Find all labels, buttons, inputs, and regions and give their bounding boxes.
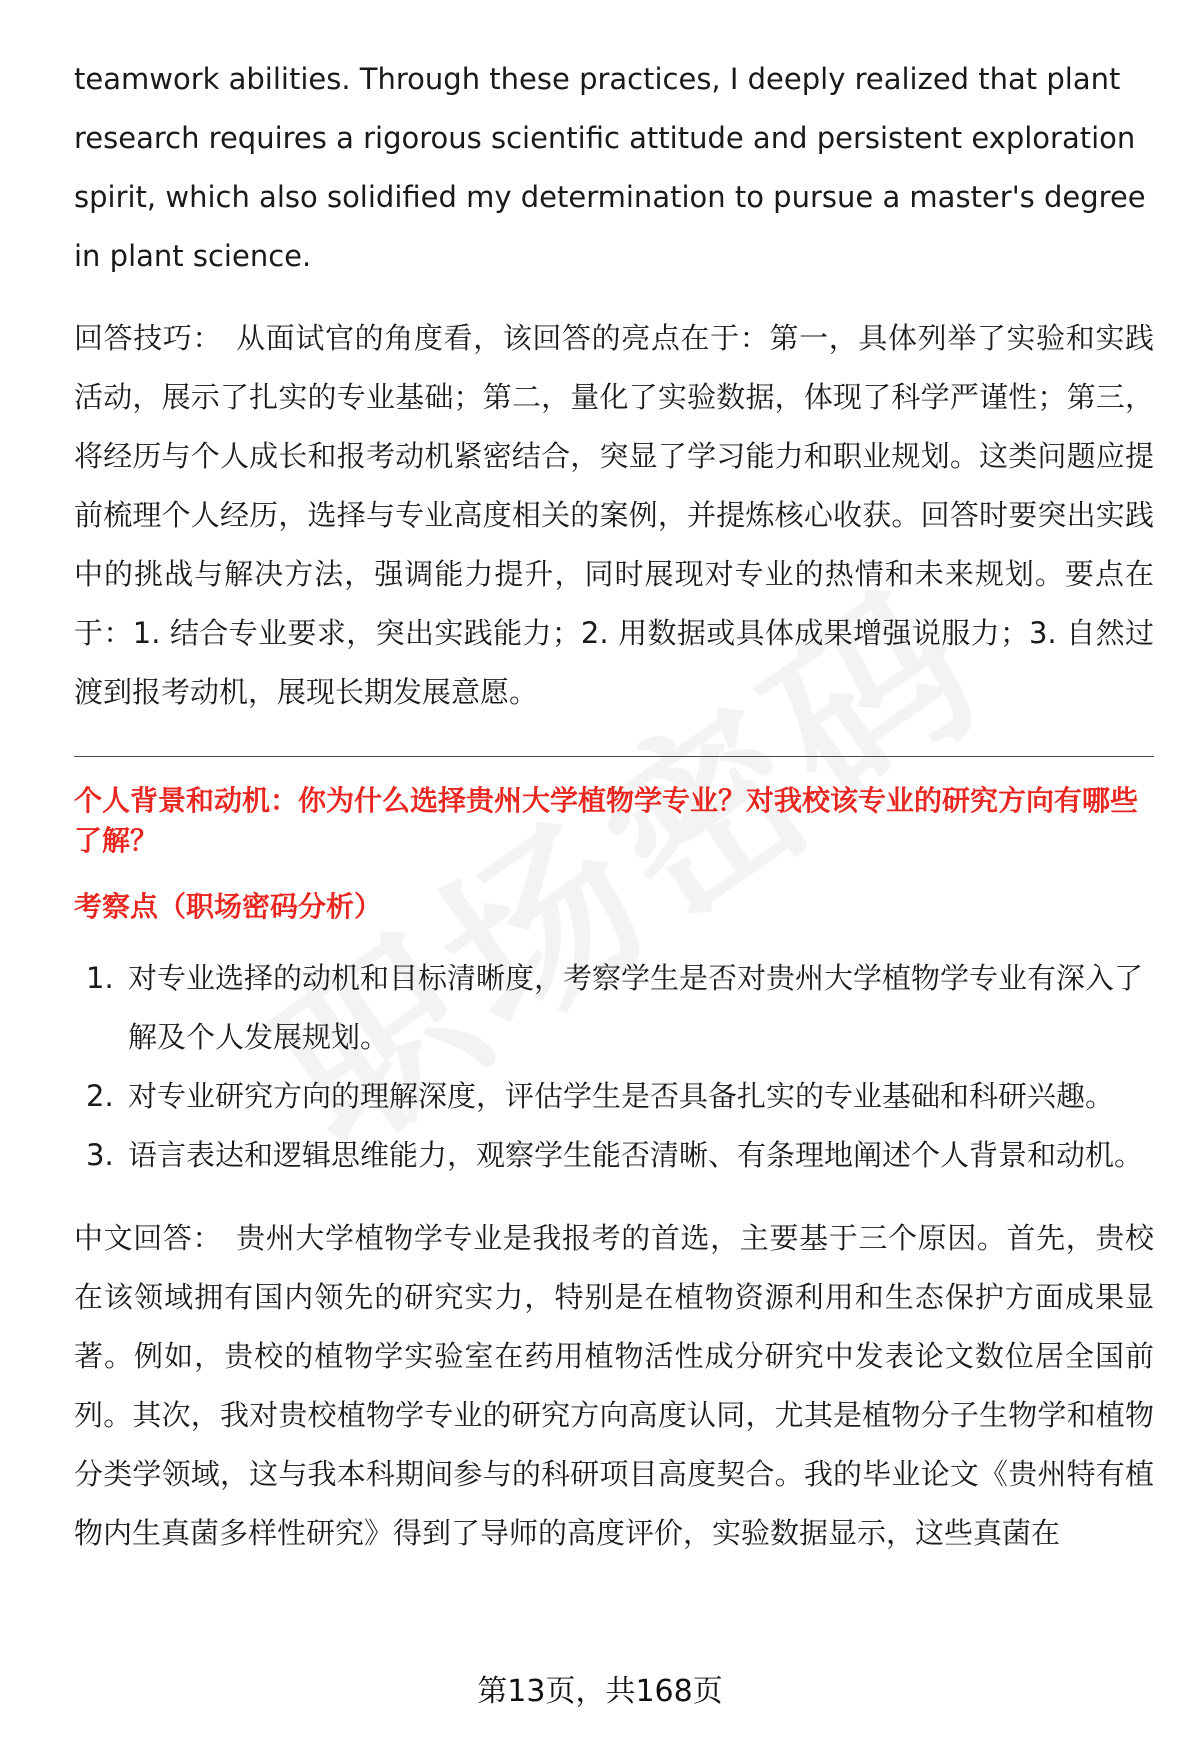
page-number-footer: 第13页，共168页: [477, 1674, 723, 1709]
assessment-heading: 考察点（职场密码分析）: [74, 890, 383, 923]
list-item: [74, 949, 1154, 1067]
list-item: [74, 1126, 1154, 1185]
section-divider: [74, 756, 1154, 757]
list-item-number: 3.: [86, 1138, 114, 1172]
tips-text: 从面试官的角度看，该回答的亮点在于：第一，具体列举了实验和实践活动，展示了扎实的专业基础；第二，量化了实验数据，体现了科学严谨性；第三，将经历与个人成长和报考动机紧密结合，突显了学习能力和职业规划。这类问题应提前梳理个人经历，选择与专业高度相关的案例，并提炼核心收获。回答时要突出实践中的挑战与解决方法，强调能力提升，同时展现对专业的热情和未来规划。要点在于：1. 结合专业要求，突出实践能力；2. 用数据或具体成果增强说服力；3. 自然过渡到报考动机，展现长期发展意愿。: [74, 321, 1154, 709]
assessment-points-list: [74, 949, 1154, 1185]
chinese-answer-text: 贵州大学植物学专业是我报考的首选，主要基于三个原因。首先，贵校在该领域拥有国内领先的研究实力，特别是在植物资源利用和生态保护方面成果显著。例如，贵校的植物学实验室在药用植物活性成分研究中发表论文数位居全国前列。其次，我对贵校植物学专业的研究方向高度认同，尤其是植物分子生物学和植物分类学领域，这与我本科期间参与的科研项目高度契合。我的毕业论文《贵州特有植物内生真菌多样性研究》得到了导师的高度评价，实验数据显示，这些真菌在: [74, 1221, 1154, 1550]
page-content: [74, 50, 1154, 1563]
list-item-number: 1.: [86, 961, 114, 995]
list-item: [74, 1067, 1154, 1126]
chinese-answer-label: 中文回答：: [74, 1221, 223, 1255]
tips-label: 回答技巧：: [74, 321, 223, 355]
tips-paragraph: [74, 309, 1154, 722]
list-item-text: 对专业研究方向的理解深度，评估学生是否具备扎实的专业基础和科研兴趣。: [128, 1079, 1115, 1113]
list-item-text: 对专业选择的动机和目标清晰度，考察学生是否对贵州大学植物学专业有深入了解及个人发展规划。: [128, 961, 1144, 1054]
list-item-number: 2.: [86, 1079, 114, 1113]
list-item-text: 语言表达和逻辑思维能力，观察学生能否清晰、有条理地阐述个人背景和动机。: [128, 1138, 1144, 1172]
chinese-answer-paragraph: [74, 1209, 1154, 1563]
intro-paragraph: teamwork abilities. Through these practices, I deeply realized that plant research requires a rigorous scientific attitude and persistent exploration spirit, which also solidified my determination to pursue a master's degree in plant science.: [74, 62, 1146, 273]
question-heading: 个人背景和动机：你为什么选择贵州大学植物学专业？对我校该专业的研究方向有哪些了解？: [74, 784, 1139, 857]
